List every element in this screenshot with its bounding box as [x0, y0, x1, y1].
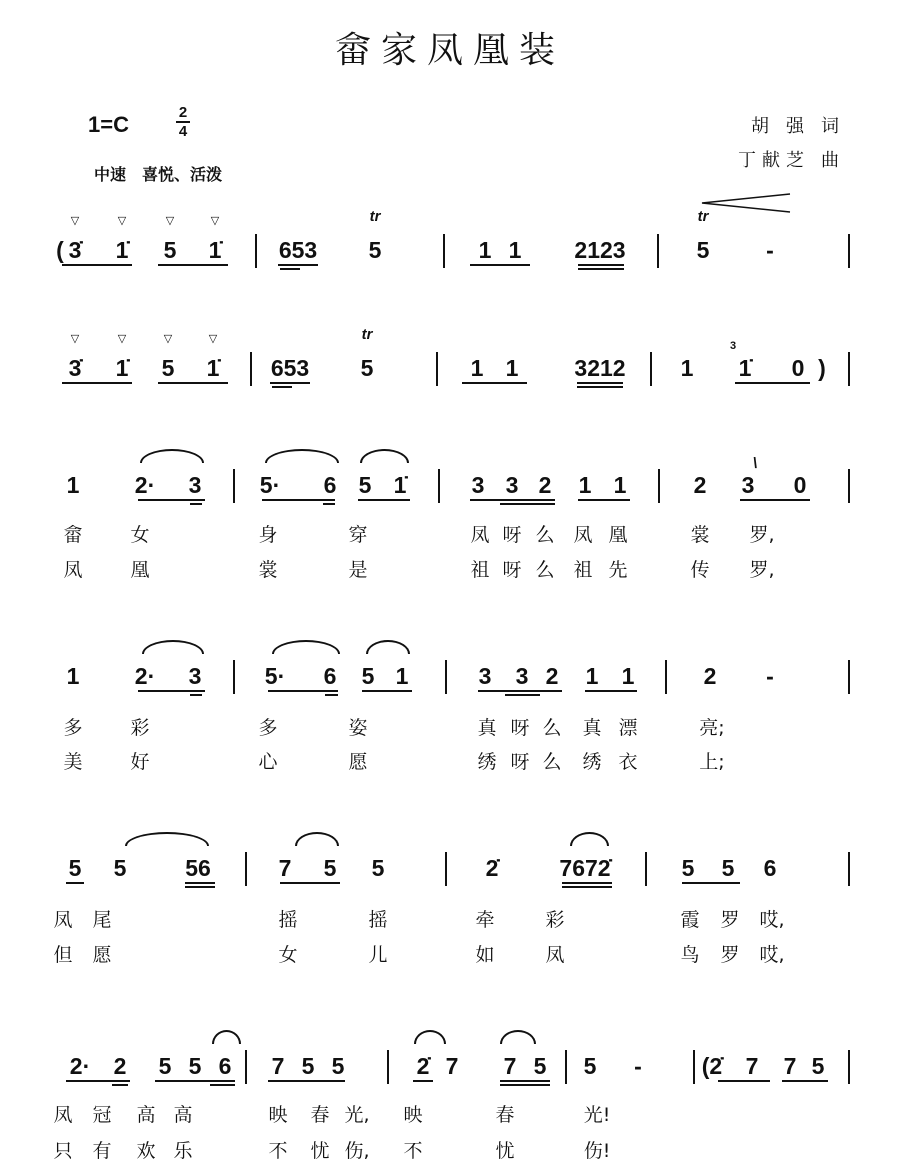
note: 1 [470, 355, 484, 381]
beam-underline [66, 882, 84, 884]
note: 5 [368, 237, 382, 263]
beam-underline [270, 382, 310, 384]
note: 3212 [574, 355, 626, 381]
time-signature [176, 104, 190, 140]
note: 5 [721, 855, 735, 881]
barline [848, 660, 850, 694]
note: 5 [113, 855, 127, 881]
lyric-char: 愿 [92, 944, 112, 966]
note: 3 [741, 472, 755, 498]
note: - [634, 1053, 642, 1079]
slur-arc [140, 449, 204, 463]
lyric-char: 祖 [470, 559, 490, 581]
note: 5 [68, 855, 82, 881]
note: 5 [161, 355, 175, 381]
beam-underline [278, 264, 318, 266]
note: 5 [188, 1053, 202, 1079]
lyric-char: 穿 [348, 524, 368, 546]
lyric-char: 裳 [690, 524, 710, 546]
beam-underline [470, 499, 555, 501]
beam-underline [478, 690, 562, 692]
note: (2̇ [701, 1053, 723, 1079]
beam-underline [190, 503, 202, 505]
note: 5 [533, 1053, 547, 1079]
trill-mark: tr [697, 208, 709, 225]
lyric-char: 高 [173, 1104, 193, 1126]
note: 5 [371, 855, 385, 881]
note: 5· [264, 663, 286, 689]
lyric-char: 光! [583, 1104, 611, 1126]
beam-underline [500, 1080, 550, 1082]
note: 7 [278, 855, 292, 881]
note: 2· [69, 1053, 91, 1079]
lyric-char: 不 [268, 1140, 288, 1162]
crescendo-hairpin-icon [700, 192, 792, 214]
barline [565, 1050, 567, 1084]
lyric-char: 凤 [573, 524, 593, 546]
barline [657, 234, 659, 268]
note: 5 [360, 355, 374, 381]
lyric-char: 鸟 [680, 944, 700, 966]
beam-underline [577, 386, 623, 388]
note: ) [818, 355, 826, 381]
lyric-char: 不 [403, 1140, 423, 1162]
lyric-char: 凤 [545, 944, 565, 966]
beam-underline [718, 1080, 770, 1082]
beam-underline [578, 264, 624, 266]
accent-icon: ▽ [165, 215, 175, 227]
note: 6 [323, 663, 337, 689]
note: 5 [358, 472, 372, 498]
lyric-char: 忧 [310, 1140, 330, 1162]
slur-arc [366, 640, 410, 654]
lyric-char: 好 [130, 751, 150, 773]
note: 0 [793, 472, 807, 498]
barline [848, 352, 850, 386]
lyric-char: 心 [258, 751, 278, 773]
note: 1 [478, 237, 492, 263]
note: 5 [696, 237, 710, 263]
beam-underline [413, 1080, 433, 1082]
grace-note: 3 [730, 340, 737, 352]
lyric-char: 只 [53, 1140, 73, 1162]
note: 5· [259, 472, 281, 498]
note: 2123 [574, 237, 626, 263]
lyric-char: 凤 [470, 524, 490, 546]
slur-arc [414, 1030, 446, 1044]
note: 5 [158, 1053, 172, 1079]
lyric-char: 映 [268, 1104, 288, 1126]
lyric-char: 凤 [63, 559, 83, 581]
note: 2 [113, 1053, 127, 1079]
note: 6 [218, 1053, 232, 1079]
note: 1 [585, 663, 599, 689]
note: 5 [583, 1053, 597, 1079]
beam-underline [358, 499, 410, 501]
trill-mark: tr [361, 326, 373, 343]
lyric-char: 亮; [699, 717, 725, 739]
lyric-char: 祖 [573, 559, 593, 581]
barline [445, 660, 447, 694]
beam-underline [578, 268, 624, 270]
slur-arc [272, 640, 340, 654]
note: 3 [515, 663, 529, 689]
slur-arc [500, 1030, 536, 1044]
lyric-char: 冠 [92, 1104, 112, 1126]
barline [645, 852, 647, 886]
beam-underline [505, 694, 540, 696]
beam-underline [362, 690, 412, 692]
lyric-char: 彩 [130, 717, 150, 739]
beam-underline [470, 264, 530, 266]
barline [848, 1050, 850, 1084]
lyric-char: 愿 [348, 751, 368, 773]
note: 7672̇ [559, 855, 611, 881]
beam-underline [185, 886, 215, 888]
slur-arc [125, 832, 209, 846]
note: 5 [323, 855, 337, 881]
lyric-char: 光, [344, 1104, 370, 1126]
lyric-char: 漂 [618, 717, 638, 739]
beam-underline [280, 882, 340, 884]
note: 2̇ [485, 855, 499, 881]
slur-arc [570, 832, 609, 846]
slur-arc [360, 449, 409, 463]
lyric-char: 畲 [63, 524, 83, 546]
note: 1 [621, 663, 635, 689]
lyric-char: 凰 [130, 559, 150, 581]
trill-mark: tr [369, 208, 381, 225]
beam-underline [578, 499, 630, 501]
beam-underline [272, 386, 292, 388]
breath-mark: \ [752, 455, 758, 472]
beam-underline [562, 882, 612, 884]
barline [233, 660, 235, 694]
barline [650, 352, 652, 386]
lyric-char: 裳 [258, 559, 278, 581]
note: 6 [763, 855, 777, 881]
note: 5 [301, 1053, 315, 1079]
beam-underline [268, 690, 338, 692]
lyric-char: 罗 [720, 909, 740, 931]
note: 3 [505, 472, 519, 498]
beam-underline [577, 382, 623, 384]
barline [255, 234, 257, 268]
beam-underline [210, 1084, 235, 1086]
note: - [766, 663, 774, 689]
beam-underline [325, 694, 338, 696]
lyric-char: 映 [403, 1104, 423, 1126]
lyric-char: 哎, [759, 944, 785, 966]
note: 3 [478, 663, 492, 689]
note: 3 [188, 663, 202, 689]
barline [848, 234, 850, 268]
lyric-char: 忧 [495, 1140, 515, 1162]
barline [445, 852, 447, 886]
note: 2 [545, 663, 559, 689]
lyric-char: 多 [63, 717, 83, 739]
barline [250, 352, 252, 386]
lyric-char: 真 [477, 717, 497, 739]
time-signature-bottom: 4 [178, 123, 188, 140]
beam-underline [138, 690, 205, 692]
lyric-char: 摇 [278, 909, 298, 931]
beam-underline [562, 886, 612, 888]
note: 1̇ [206, 355, 220, 381]
lyric-char: 多 [258, 717, 278, 739]
beam-underline [262, 499, 335, 501]
lyric-char: 伤, [344, 1140, 370, 1162]
song-title: 畲家凤凰装 [334, 30, 565, 71]
note: 1 [680, 355, 694, 381]
accent-icon: ▽ [117, 215, 127, 227]
note: 5 [163, 237, 177, 263]
note: 653 [270, 355, 310, 381]
beam-underline [462, 382, 527, 384]
note: 56 [185, 855, 211, 881]
note: 1̇ [208, 237, 222, 263]
beam-underline [585, 690, 637, 692]
lyric-char: 儿 [368, 944, 388, 966]
lyric-char: 牵 [475, 909, 495, 931]
lyric-char: 摇 [368, 909, 388, 931]
lyric-char: 罗, [749, 524, 775, 546]
accent-icon: ▽ [70, 215, 80, 227]
note: 1 [613, 472, 627, 498]
accent-icon: ▽ [70, 333, 80, 345]
lyric-char: 衣 [618, 751, 638, 773]
beam-underline [190, 694, 202, 696]
note: 5 [811, 1053, 825, 1079]
accent-icon: ▽ [163, 333, 173, 345]
beam-underline [323, 503, 335, 505]
beam-underline [185, 882, 215, 884]
lyric-char: 凰 [608, 524, 628, 546]
lyric-char: 哎, [759, 909, 785, 931]
beam-underline [500, 1084, 550, 1086]
barline [658, 469, 660, 503]
barline [438, 469, 440, 503]
beam-underline [66, 1080, 130, 1082]
barline [443, 234, 445, 268]
note: 3 [188, 472, 202, 498]
note: 1 [578, 472, 592, 498]
accent-icon: ▽ [210, 215, 220, 227]
lyric-char: 春 [310, 1104, 330, 1126]
note: 5 [681, 855, 695, 881]
note: 2 [693, 472, 707, 498]
barline [848, 852, 850, 886]
lyric-char: 呀 [502, 524, 522, 546]
lyric-char: 么 [535, 524, 555, 546]
barline [245, 852, 247, 886]
lyric-char: 么 [542, 717, 562, 739]
lyric-char: 罗, [749, 559, 775, 581]
note: 2̇ [416, 1053, 430, 1079]
note: 1̇ [738, 355, 752, 381]
beam-underline [782, 1080, 828, 1082]
note: 1 [66, 663, 80, 689]
lyric-char: 姿 [348, 717, 368, 739]
note: 653 [278, 237, 318, 263]
lyric-char: 女 [278, 944, 298, 966]
note: 7 [271, 1053, 285, 1079]
lyric-char: 绣 [477, 751, 497, 773]
lyric-char: 乐 [173, 1140, 193, 1162]
beam-underline [62, 264, 132, 266]
note: 1 [505, 355, 519, 381]
lyric-char: 是 [348, 559, 368, 581]
note: 7 [745, 1053, 759, 1079]
barline [436, 352, 438, 386]
accent-icon: ▽ [208, 333, 218, 345]
tempo-marking: 中速 喜悦、活泼 [94, 167, 223, 184]
slur-arc [295, 832, 339, 846]
note: 2 [703, 663, 717, 689]
note: 7 [503, 1053, 517, 1079]
note: 2 [538, 472, 552, 498]
lyric-char: 春 [495, 1104, 515, 1126]
beam-underline [158, 264, 228, 266]
beam-underline [155, 1080, 235, 1082]
lyric-char: 么 [542, 751, 562, 773]
beam-underline [158, 382, 228, 384]
barline [848, 469, 850, 503]
beam-underline [268, 1080, 345, 1082]
lyric-char: 但 [53, 944, 73, 966]
lyric-char: 么 [535, 559, 555, 581]
note: 1̇ [115, 237, 129, 263]
barline [665, 660, 667, 694]
lyric-char: 上; [699, 751, 725, 773]
note: 5 [331, 1053, 345, 1079]
key-signature: 1=C [88, 112, 129, 137]
note: - [766, 237, 774, 263]
lyric-char: 先 [608, 559, 628, 581]
beam-underline [62, 382, 132, 384]
note: 7 [445, 1053, 459, 1079]
lyric-char: 呀 [510, 751, 530, 773]
beam-underline [500, 503, 555, 505]
note: 6 [323, 472, 337, 498]
note: 3̇ [68, 355, 82, 381]
note: 0 [791, 355, 805, 381]
beam-underline [112, 1084, 128, 1086]
lyric-char: 如 [475, 944, 495, 966]
note: 1̇ [393, 472, 407, 498]
composer-credit: 丁献芝 曲 [737, 150, 845, 170]
note: 3 [471, 472, 485, 498]
beam-underline [682, 882, 740, 884]
note: 2· [134, 663, 156, 689]
note: ( [56, 237, 64, 263]
lyric-char: 呀 [510, 717, 530, 739]
lyric-char: 凤 [53, 909, 73, 931]
note: 1 [508, 237, 522, 263]
slur-arc [142, 640, 204, 654]
lyric-char: 美 [63, 751, 83, 773]
lyric-char: 伤! [583, 1140, 611, 1162]
barline [233, 469, 235, 503]
lyric-char: 女 [130, 524, 150, 546]
slur-arc [265, 449, 339, 463]
lyric-char: 彩 [545, 909, 565, 931]
note: 3̇ [68, 237, 82, 263]
lyric-char: 霞 [680, 909, 700, 931]
barline [245, 1050, 247, 1084]
lyric-char: 传 [690, 559, 710, 581]
lyricist-credit: 胡 强 词 [750, 116, 845, 136]
accent-icon: ▽ [117, 333, 127, 345]
note: 1̇ [115, 355, 129, 381]
lyric-char: 身 [258, 524, 278, 546]
note: 2· [134, 472, 156, 498]
slur-arc [212, 1030, 241, 1044]
time-signature-top: 2 [178, 104, 188, 121]
barline [387, 1050, 389, 1084]
lyric-char: 绣 [582, 751, 602, 773]
beam-underline [280, 268, 300, 270]
lyric-char: 高 [136, 1104, 156, 1126]
lyric-char: 凤 [53, 1104, 73, 1126]
beam-underline [138, 499, 205, 501]
lyric-char: 欢 [136, 1140, 156, 1162]
beam-underline [735, 382, 810, 384]
note: 7 [783, 1053, 797, 1079]
lyric-char: 有 [92, 1140, 112, 1162]
lyric-char: 真 [582, 717, 602, 739]
barline [693, 1050, 695, 1084]
note: 5 [361, 663, 375, 689]
note: 1 [66, 472, 80, 498]
lyric-char: 罗 [720, 944, 740, 966]
lyric-char: 尾 [92, 909, 112, 931]
beam-underline [740, 499, 810, 501]
lyric-char: 呀 [502, 559, 522, 581]
note: 1 [395, 663, 409, 689]
